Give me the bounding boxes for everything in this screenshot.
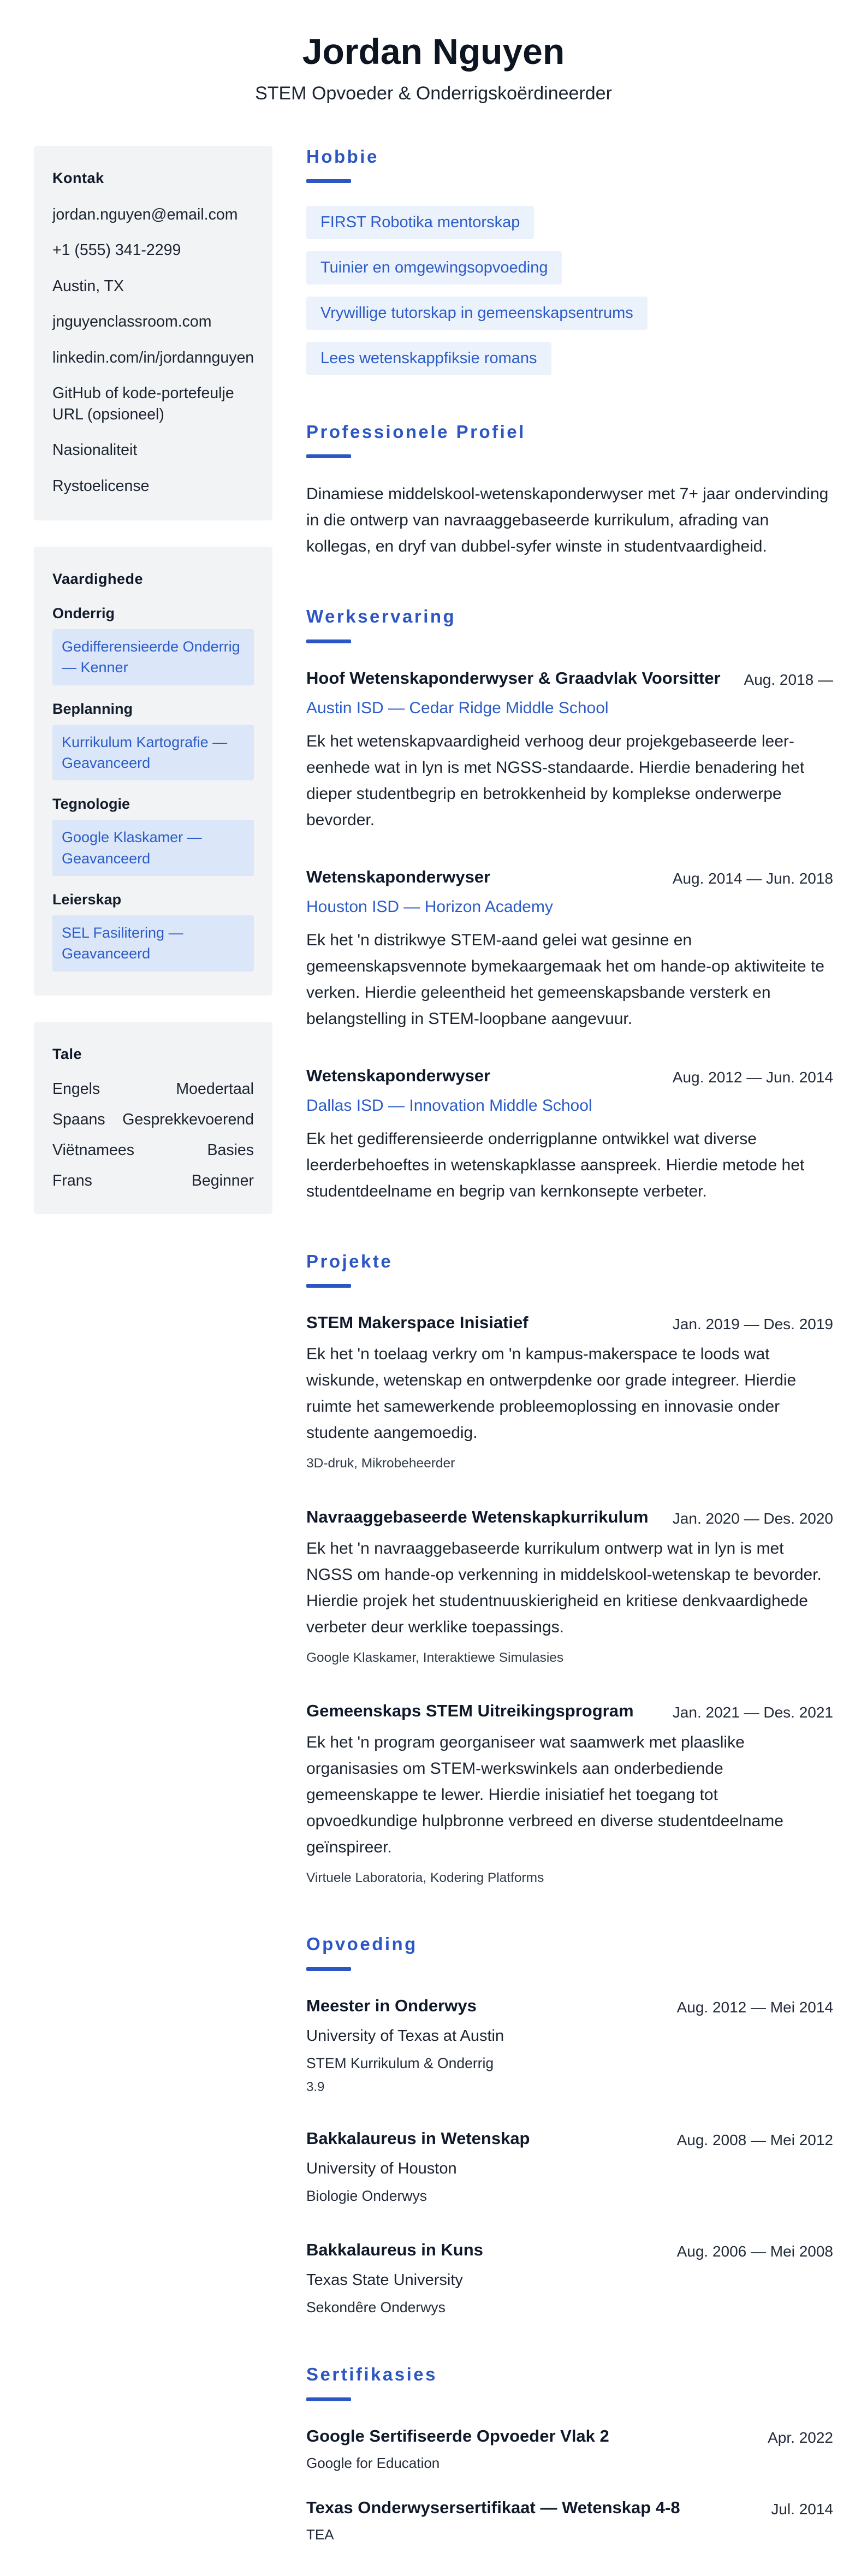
education-section (306, 1933, 833, 2318)
language-name: Viëtnamees (52, 1141, 134, 1159)
sidebar (34, 146, 272, 1214)
entry-head (306, 2424, 833, 2449)
section-rule (306, 1967, 351, 1971)
skills-section (34, 547, 272, 996)
school-name: University of Texas at Austin (306, 2027, 504, 2045)
profile-text: Dinamiese middelskool-wetenskaponderwyser met 7+ jaar ondervinding in die ontwerp van navraaggebaseerde kurrikulum, afrading van kollegas, en dryf van dubbel-syfer winste in studentvaardigheid. (306, 485, 829, 556)
school-name: University of Houston (306, 2159, 457, 2177)
person-title: STEM Opvoeder & Onderrigskoërdineerder (255, 82, 612, 104)
company-link[interactable]: Dallas ISD — Innovation Middle School (306, 1096, 592, 1115)
skill-group (52, 605, 254, 685)
contact-website: jnguyenclassroom.com (52, 313, 212, 331)
project-date: Jan. 2021 — Des. 2021 (672, 1703, 833, 1721)
skill-group (52, 796, 254, 876)
project-entry (306, 1505, 833, 1667)
experience-heading: Werkservaring (306, 606, 456, 627)
hobby-chip: Lees wetenskappfiksie romans (306, 342, 551, 375)
contact-nationality: Nasionaliteit (52, 441, 138, 459)
education-entry (306, 2127, 833, 2206)
profile-heading: Professionele Profiel (306, 421, 526, 442)
contact-linkedin: linkedin.com/in/jordannguyen (52, 348, 254, 366)
education-heading: Opvoeding (306, 1934, 418, 1955)
degree-title: Meester in Onderwys (306, 1995, 477, 2015)
job-title: Wetenskaponderwyser (306, 1065, 491, 1085)
projects-section (306, 1251, 833, 1887)
language-row (52, 1111, 254, 1129)
education-date: Aug. 2008 — Mei 2012 (676, 2131, 833, 2148)
skill-chip: SEL Fasilitering — Geavanceerd (52, 915, 254, 972)
company-link[interactable]: Austin ISD — Cedar Ridge Middle School (306, 698, 609, 717)
entry-head (306, 2127, 833, 2152)
field-of-study: Sekondêre Onderwys (306, 2299, 446, 2316)
language-level: Moedertaal (176, 1080, 254, 1098)
language-row (52, 1172, 254, 1190)
skill-chip: Kurrikulum Kartografie — Geavanceerd (52, 725, 254, 781)
section-rule (306, 2397, 351, 2401)
section-rule (306, 1284, 351, 1288)
certification-name: Texas Onderwysersertifikaat — Wetenskap 4-8 (306, 2497, 680, 2517)
skill-chip: Gedifferensieerde Onderrig — Kenner (52, 629, 254, 685)
language-level: Beginner (191, 1171, 254, 1189)
job-description: Ek het wetenskapvaardigheid verhoog deur projekgebaseerde leer-eenhede wat in lyn is met NGSS-standaarde. Hierdie benadering het dieper studentbegrip en betrokkenheid by komplekse onderwerpe bevorder. (306, 732, 805, 829)
field-of-study: STEM Kurrikulum & Onderrig (306, 2054, 494, 2071)
projects-heading: Projekte (306, 1251, 393, 1271)
language-name: Engels (52, 1080, 100, 1098)
education-date: Aug. 2012 — Mei 2014 (676, 1998, 833, 2016)
company-link[interactable]: Houston ISD — Horizon Academy (306, 897, 553, 916)
project-title: Navraaggebaseerde Wetenskapkurrikulum (306, 1507, 649, 1526)
contact-section (34, 146, 272, 520)
hobby-chip: Vrywillige tutorskap in gemeenskapsentrums (306, 297, 648, 330)
certification-name: Google Sertifiseerde Opvoeder Vlak 2 (306, 2426, 609, 2445)
entry-head (306, 865, 833, 890)
entry-head (306, 1994, 833, 2019)
hobby-chip: Tuinier en omgewingsopvoeding (306, 251, 562, 285)
job-description: Ek het gedifferensieerde onderrigplanne ontwikkel wat diverse leerderbehoeftes in wetenskapklasse aanspreek. Hierdie metode het studentdeelname en begrip van kernkonsepte verbeter. (306, 1129, 805, 1200)
main-column (306, 146, 833, 2543)
project-title: Gemeenskaps STEM Uitreikingsprogram (306, 1701, 634, 1720)
degree-title: Bakkalaureus in Wetenskap (306, 2128, 530, 2148)
contact-location: Austin, TX (52, 277, 124, 295)
skill-group (52, 701, 254, 781)
certification-date: Apr. 2022 (768, 2429, 833, 2446)
section-rule (306, 454, 351, 458)
project-tech: 3D-druk, Mikrobeheerder (306, 1456, 455, 1471)
person-name: Jordan Nguyen (302, 31, 565, 72)
certifications-section (306, 2364, 833, 2543)
skills-heading: Vaardighede (52, 571, 144, 587)
job-title: Wetenskaponderwyser (306, 867, 491, 886)
entry-head (306, 2496, 833, 2521)
project-date: Jan. 2020 — Des. 2020 (672, 1509, 833, 1527)
skill-category: Onderrig (52, 605, 115, 621)
certification-issuer: Google for Education (306, 2454, 440, 2471)
job-description: Ek het 'n distrikwye STEM-aand gelei wat gesinne en gemeenskapsvennote bymekaargemaak het om hande-op aktiwiteite te verken. Hierdie geleentheid het gemeenskapsbande versterk en belangstelling in STEM-loopbane aangevuur. (306, 931, 824, 1028)
skill-category: Tegnologie (52, 796, 130, 813)
entry-head (306, 1505, 833, 1530)
certification-issuer: TEA (306, 2526, 334, 2543)
job-date: Aug. 2012 — Jun. 2014 (672, 1068, 833, 1086)
profile-section (306, 421, 833, 560)
language-name: Frans (52, 1171, 92, 1189)
language-level: Gesprekkevoerend (122, 1110, 254, 1128)
entry-head (306, 666, 833, 691)
section-rule (306, 179, 351, 183)
field-of-study: Biologie Onderwys (306, 2188, 427, 2205)
experience-entry (306, 865, 833, 1032)
project-entry (306, 1311, 833, 1473)
header (34, 32, 833, 105)
language-row (52, 1141, 254, 1159)
project-description: Ek het 'n program georganiseer wat saamwerk met plaaslike organisasies om STEM-werkswinkels aan onderbediende gemeenskappe te lewer. Hierdie inisiatief het toegang tot opvoedkundige hulpbronne verbreed en diverse studentdeelname geïnspireer. (306, 1733, 783, 1856)
hobbies-heading: Hobbie (306, 146, 379, 167)
entry-head (306, 1311, 833, 1336)
language-level: Basies (207, 1141, 254, 1159)
job-title: Hoof Wetenskaponderwyser & Graadvlak Voorsitter (306, 668, 721, 688)
hobbies-section (306, 146, 833, 375)
content-columns (34, 146, 833, 2543)
certification-entry (306, 2424, 833, 2472)
gpa-value: 3.9 (306, 2079, 325, 2094)
languages-section (34, 1022, 272, 1214)
contact-email: jordan.nguyen@email.com (52, 205, 238, 223)
education-entry (306, 1994, 833, 2095)
skill-category: Leierskap (52, 891, 122, 908)
project-date: Jan. 2019 — Des. 2019 (672, 1316, 833, 1333)
entry-head (306, 1064, 833, 1089)
certification-entry (306, 2496, 833, 2543)
project-tech: Google Klaskamer, Interaktiewe Simulasies (306, 1650, 564, 1665)
entry-head (306, 2238, 833, 2263)
languages-heading: Tale (52, 1045, 82, 1062)
entry-head (306, 1699, 833, 1724)
skill-chip: Google Klaskamer — Geavanceerd (52, 820, 254, 876)
skill-category: Beplanning (52, 700, 133, 717)
experience-entry (306, 666, 833, 833)
experience-section (306, 606, 833, 1205)
contact-github: GitHub of kode-portefeulje URL (opsioneel) (52, 384, 234, 423)
contact-license: Rystoelicense (52, 477, 150, 495)
project-description: Ek het 'n navraaggebaseerde kurrikulum ontwerp wat in lyn is met NGSS om hande-op verkenning in middelskool-wetenskap te bevorder. Hierdie projek het studentnuuskierigheid en kritiese denkvaardighede verbeter deur werklike toepassings. (306, 1539, 822, 1636)
skill-group (52, 891, 254, 972)
degree-title: Bakkalaureus in Kuns (306, 2240, 483, 2260)
education-date: Aug. 2006 — Mei 2008 (676, 2243, 833, 2260)
education-entry (306, 2238, 833, 2318)
project-description: Ek het 'n toelaag verkry om 'n kampus-makerspace te loods wat wiskunde, wetenskap en ontwerpdenke oor grade integreer. Hierdie ruimte het samewerkende probleemoplossing en innovasie onder studente aangemoedig. (306, 1345, 797, 1442)
certifications-heading: Sertifikasies (306, 2364, 437, 2385)
hobby-chip: FIRST Robotika mentorskap (306, 206, 534, 239)
job-date: Aug. 2014 — Jun. 2018 (672, 869, 833, 887)
project-title: STEM Makerspace Inisiatief (306, 1313, 528, 1333)
school-name: Texas State University (306, 2271, 463, 2289)
hobby-chips (306, 206, 787, 375)
project-tech: Virtuele Laboratoria, Kodering Platforms (306, 1870, 544, 1885)
contact-heading: Kontak (52, 169, 104, 186)
section-rule (306, 639, 351, 643)
language-row (52, 1080, 254, 1098)
project-entry (306, 1699, 833, 1887)
language-name: Spaans (52, 1110, 105, 1128)
contact-phone: +1 (555) 341-2299 (52, 241, 181, 259)
job-date: Aug. 2018 — (744, 671, 833, 688)
experience-entry (306, 1064, 833, 1205)
certification-date: Jul. 2014 (771, 2500, 833, 2518)
